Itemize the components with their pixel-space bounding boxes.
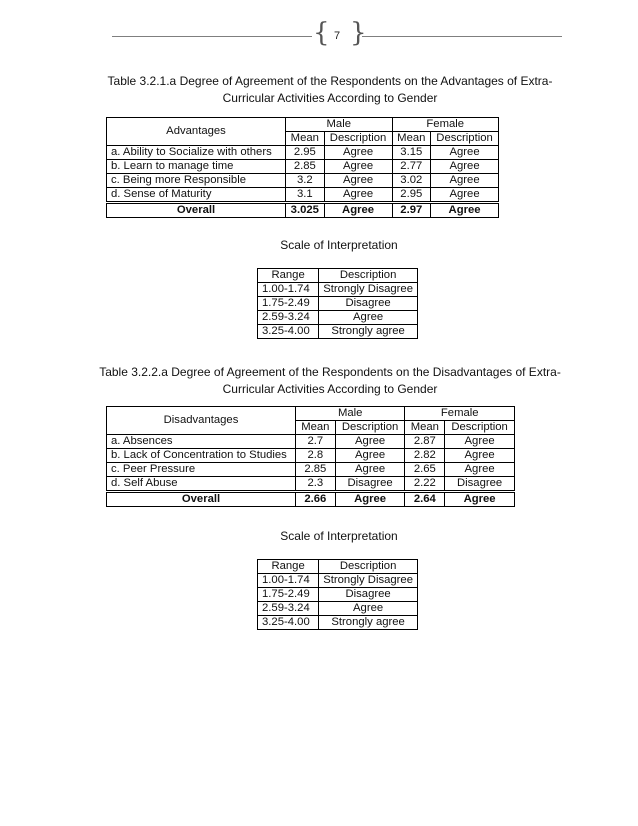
table-header-disadvantages: Disadvantages xyxy=(107,407,296,435)
female-mean: 3.02 xyxy=(392,174,431,188)
range-cell: 3.25-4.00 xyxy=(258,325,319,339)
male-mean: 3.2 xyxy=(286,174,325,188)
male-mean: 3.1 xyxy=(286,188,325,203)
header-rule-left xyxy=(112,36,312,37)
table2-caption-line2: Curricular Activities According to Gender xyxy=(222,382,438,396)
female-mean: 2.22 xyxy=(405,477,445,492)
table-row xyxy=(107,449,515,463)
table1-caption-line2: Curricular Activities According to Gender xyxy=(222,91,438,105)
description-cell: Strongly Disagree xyxy=(319,574,418,588)
row-label: c. Peer Pressure xyxy=(107,463,296,477)
row-label: d. Sense of Maturity xyxy=(107,188,286,203)
range-cell: 1.75-2.49 xyxy=(258,297,319,311)
male-description: Agree xyxy=(324,160,392,174)
page-header xyxy=(0,18,638,48)
table2-caption xyxy=(60,364,600,398)
table-header-row xyxy=(107,407,515,421)
table-row xyxy=(258,297,418,311)
table-header-female: Female xyxy=(405,407,515,421)
male-description: Agree xyxy=(324,188,392,203)
table-row xyxy=(107,435,515,449)
male-mean-header: Mean xyxy=(296,421,336,435)
description-header: Description xyxy=(319,269,418,283)
range-cell: 1.75-2.49 xyxy=(258,588,319,602)
scale-of-interpretation-table-2 xyxy=(257,559,418,630)
female-mean: 2.82 xyxy=(405,449,445,463)
female-description: Agree xyxy=(445,435,515,449)
overall-male-description: Agree xyxy=(335,492,405,507)
table-row xyxy=(107,146,499,160)
male-description-header: Description xyxy=(335,421,405,435)
female-description-header: Description xyxy=(445,421,515,435)
range-cell: 3.25-4.00 xyxy=(258,616,319,630)
female-description: Agree xyxy=(431,160,499,174)
description-cell: Disagree xyxy=(319,297,418,311)
advantages-table xyxy=(106,117,499,218)
description-cell: Strongly agree xyxy=(319,325,418,339)
table-row xyxy=(107,160,499,174)
overall-female-description: Agree xyxy=(431,203,499,218)
overall-female-mean: 2.64 xyxy=(405,492,445,507)
disadvantages-table xyxy=(106,406,515,507)
range-cell: 2.59-3.24 xyxy=(258,602,319,616)
table-row xyxy=(258,602,418,616)
male-mean: 2.8 xyxy=(296,449,336,463)
range-header: Range xyxy=(258,560,319,574)
table-row xyxy=(258,574,418,588)
table-header-female: Female xyxy=(392,118,499,132)
female-description: Agree xyxy=(431,188,499,203)
table-header-advantages: Advantages xyxy=(107,118,286,146)
right-brace-icon: } xyxy=(350,18,367,48)
row-label: c. Being more Responsible xyxy=(107,174,286,188)
overall-label: Overall xyxy=(107,492,296,507)
female-description: Agree xyxy=(445,463,515,477)
table-row xyxy=(107,463,515,477)
range-cell: 2.59-3.24 xyxy=(258,311,319,325)
female-mean: 2.65 xyxy=(405,463,445,477)
description-cell: Strongly Disagree xyxy=(319,283,418,297)
female-mean: 2.87 xyxy=(405,435,445,449)
header-rule-right xyxy=(362,36,562,37)
scale2-title: Scale of Interpretation xyxy=(280,529,398,543)
table-row xyxy=(107,174,499,188)
female-mean: 3.15 xyxy=(392,146,431,160)
female-description-header: Description xyxy=(431,132,499,146)
table-header-row xyxy=(258,269,418,283)
description-cell: Agree xyxy=(319,602,418,616)
table-header-male: Male xyxy=(296,407,405,421)
overall-row xyxy=(107,203,499,218)
row-label: a. Ability to Socialize with others xyxy=(107,146,286,160)
male-description: Agree xyxy=(335,435,405,449)
table1-caption xyxy=(60,73,600,107)
overall-male-mean: 3.025 xyxy=(286,203,325,218)
table-row xyxy=(258,325,418,339)
male-mean-header: Mean xyxy=(286,132,325,146)
table-header-row xyxy=(258,560,418,574)
left-brace-icon: { xyxy=(313,18,330,48)
female-description: Disagree xyxy=(445,477,515,492)
row-label: b. Learn to manage time xyxy=(107,160,286,174)
scale-of-interpretation-table-1 xyxy=(257,268,418,339)
male-description: Agree xyxy=(324,146,392,160)
scale1-title: Scale of Interpretation xyxy=(280,238,398,252)
male-description: Agree xyxy=(324,174,392,188)
female-mean: 2.77 xyxy=(392,160,431,174)
table-row xyxy=(258,283,418,297)
male-description: Agree xyxy=(335,449,405,463)
description-cell: Disagree xyxy=(319,588,418,602)
table-row xyxy=(258,588,418,602)
table2-caption-line1: Table 3.2.2.a Degree of Agreement of the Respondents on the Disadvantages of Extra- xyxy=(99,365,561,379)
row-label: a. Absences xyxy=(107,435,296,449)
table-header-row xyxy=(107,118,499,132)
table-row xyxy=(258,616,418,630)
male-mean: 2.3 xyxy=(296,477,336,492)
page-number: 7 xyxy=(333,30,341,42)
male-description: Agree xyxy=(335,463,405,477)
female-mean-header: Mean xyxy=(392,132,431,146)
male-mean: 2.85 xyxy=(286,160,325,174)
male-mean: 2.95 xyxy=(286,146,325,160)
table-row xyxy=(107,188,499,203)
female-mean-header: Mean xyxy=(405,421,445,435)
description-cell: Agree xyxy=(319,311,418,325)
range-header: Range xyxy=(258,269,319,283)
female-description: Agree xyxy=(431,146,499,160)
overall-female-mean: 2.97 xyxy=(392,203,431,218)
male-description: Disagree xyxy=(335,477,405,492)
male-mean: 2.85 xyxy=(296,463,336,477)
overall-label: Overall xyxy=(107,203,286,218)
female-description: Agree xyxy=(431,174,499,188)
row-label: d. Self Abuse xyxy=(107,477,296,492)
overall-female-description: Agree xyxy=(445,492,515,507)
male-mean: 2.7 xyxy=(296,435,336,449)
overall-row xyxy=(107,492,515,507)
table-header-male: Male xyxy=(286,118,393,132)
female-mean: 2.95 xyxy=(392,188,431,203)
range-cell: 1.00-1.74 xyxy=(258,283,319,297)
range-cell: 1.00-1.74 xyxy=(258,574,319,588)
overall-male-mean: 2.66 xyxy=(296,492,336,507)
table-row xyxy=(107,477,515,492)
description-header: Description xyxy=(319,560,418,574)
male-description-header: Description xyxy=(324,132,392,146)
row-label: b. Lack of Concentration to Studies xyxy=(107,449,296,463)
table1-caption-line1: Table 3.2.1.a Degree of Agreement of the Respondents on the Advantages of Extra- xyxy=(107,74,553,88)
overall-male-description: Agree xyxy=(324,203,392,218)
table-row xyxy=(258,311,418,325)
female-description: Agree xyxy=(445,449,515,463)
description-cell: Strongly agree xyxy=(319,616,418,630)
